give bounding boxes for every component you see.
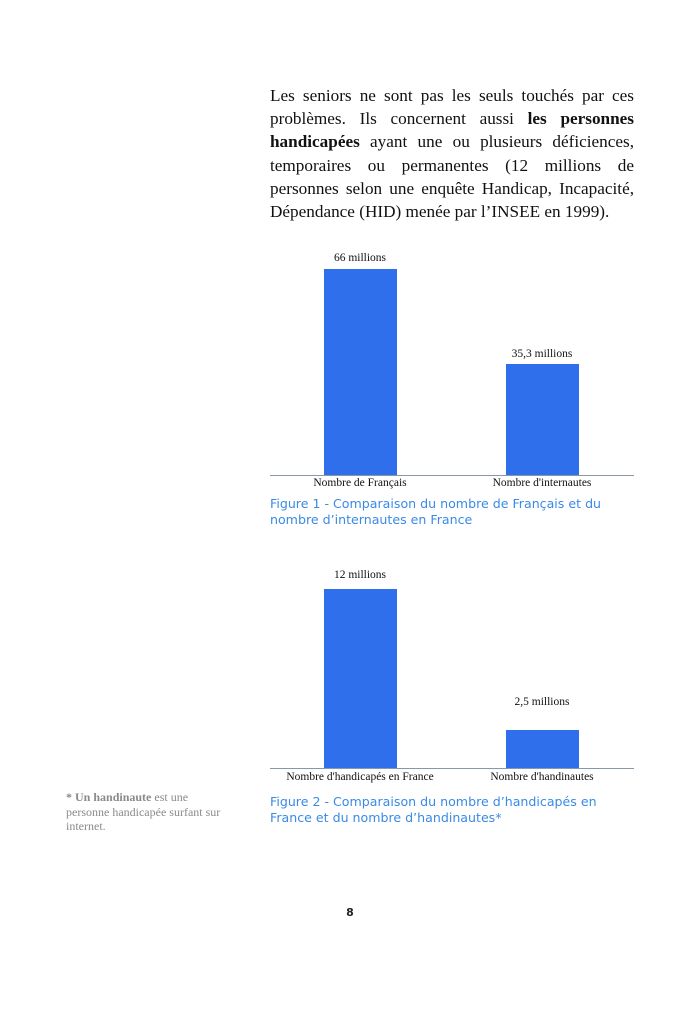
- side-note-definition: est une personne handicapée surfant sur internet.: [66, 790, 221, 833]
- figure1-caption: Figure 1 - Comparaison du nombre de Français et du nombre d’internautes en France: [270, 496, 602, 527]
- figure1-bar2: [506, 364, 579, 475]
- figure1-bar2-value: 35,3 millions: [511, 348, 573, 360]
- body-paragraph: [270, 84, 634, 223]
- body-text-part2: ayant une ou plusieurs déficiences, temporaires ou permanentes (12 millions de personnes selon une enquête Handicap, Incapacité, Dépendance (HID) menée par l’INSEE en 1999).: [270, 132, 634, 222]
- figure1-bar1: [324, 269, 397, 475]
- figure2-bar1: [324, 589, 397, 768]
- figure2-chart: [270, 560, 634, 790]
- figure1-bar1-value: 66 millions: [333, 252, 387, 264]
- body-text-bold: les personnes handicapées: [270, 109, 634, 152]
- figure2-bar2-value: 2,5 millions: [514, 696, 570, 708]
- body-text-part1: Les seniors ne sont pas les seuls touchés par ces problèmes. Ils concernent aussi: [270, 86, 634, 129]
- figure1-chart: [270, 240, 634, 495]
- figure2-bar2: [506, 730, 579, 768]
- figure1-bar2-label: Nombre d'internautes: [492, 477, 592, 489]
- side-note: [66, 790, 226, 834]
- figure2-bar1-value: 12 millions: [333, 569, 387, 581]
- side-note-term: * Un handinaute: [66, 790, 152, 804]
- figure2-x-axis: [270, 768, 634, 769]
- page-number: 8: [346, 906, 354, 919]
- figure1-bar1-label: Nombre de Français: [313, 477, 407, 489]
- figure2-bar2-label: Nombre d'handinautes: [490, 771, 594, 783]
- figure2-bar1-label: Nombre d'handicapés en France: [286, 771, 434, 783]
- figure2-caption: Figure 2 - Comparaison du nombre d’handicapés en France et du nombre d’handinautes*: [270, 794, 597, 825]
- figure1-x-axis: [270, 475, 634, 476]
